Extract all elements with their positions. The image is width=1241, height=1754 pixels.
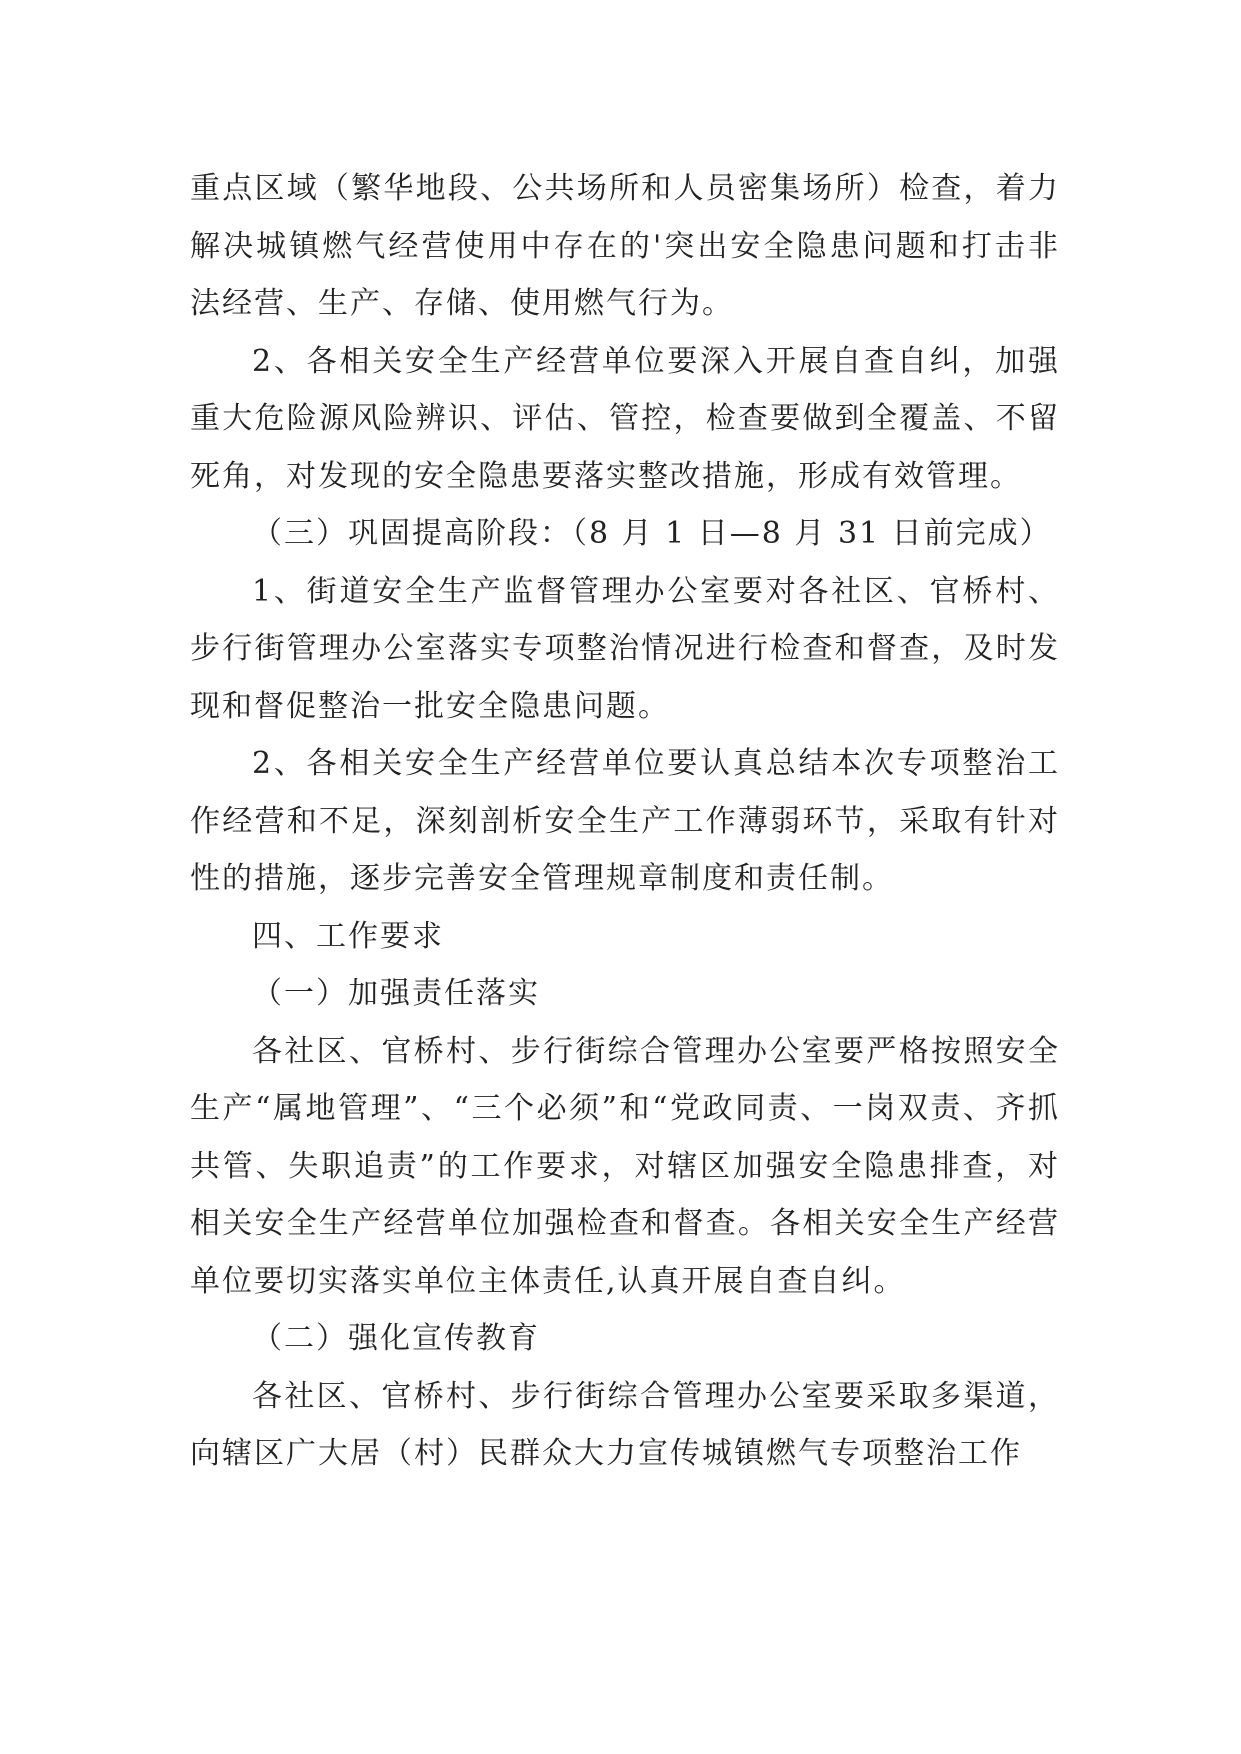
paragraph-item-2-self-inspection: 2、各相关安全生产经营单位要深入开展自查自纠，加强重大危险源风险辨识、评估、管控，检查要做到全覆盖、不留死角，对发现的安全隐患要落实整改措施，形成有效管理。 [190, 343, 1060, 494]
paragraph-publicity: 各社区、官桥村、步行街综合管理办公室要采取多渠道，向辖区广大居（村）民群众大力宣传城镇燃气专项整治工作 [190, 1378, 1060, 1471]
paragraph-responsibility: 各社区、官桥村、步行街综合管理办公室要严格按照安全生产“属地管理”、“三个必须”和“党政同责、一岗双责、齐抓共管、失职追责”的工作要求，对辖区加强安全隐患排查，对相关安全生产经营单位加强检查和督查。各相关安全生产经营单位要切实落实单位主体责任,认真开展自查自纠。 [190, 1033, 1060, 1299]
paragraph-item-2-summary: 2、各相关安全生产经营单位要认真总结本次专项整治工作经营和不足，深刻剖析安全生产工作薄弱环节，采取有针对性的措施，逐步完善安全管理规章制度和责任制。 [190, 746, 1060, 896]
section-heading-consolidation-stage: （三）巩固提高阶段：（8 月 1 日—8 月 31 日前完成） [252, 516, 1052, 551]
document-body [190, 160, 1060, 1483]
paragraph-item-1-supervision: 1、街道安全生产监督管理办公室要对各社区、官桥村、步行街管理办公室落实专项整治情况进行检查和督查，及时发现和督促整治一批安全隐患问题。 [190, 573, 1060, 724]
subsection-heading-publicity: （二）强化宣传教育 [252, 1321, 540, 1356]
subsection-heading-responsibility: （一）加强责任落实 [252, 976, 540, 1011]
section-heading-work-requirements: 四、工作要求 [252, 918, 444, 954]
paragraph-key-areas: 重点区域（繁华地段、公共场所和人员密集场所）检查，着力解决城镇燃气经营使用中存在的'突出安全隐患问题和打击非法经营、生产、存储、使用燃气行为。 [190, 171, 1060, 321]
